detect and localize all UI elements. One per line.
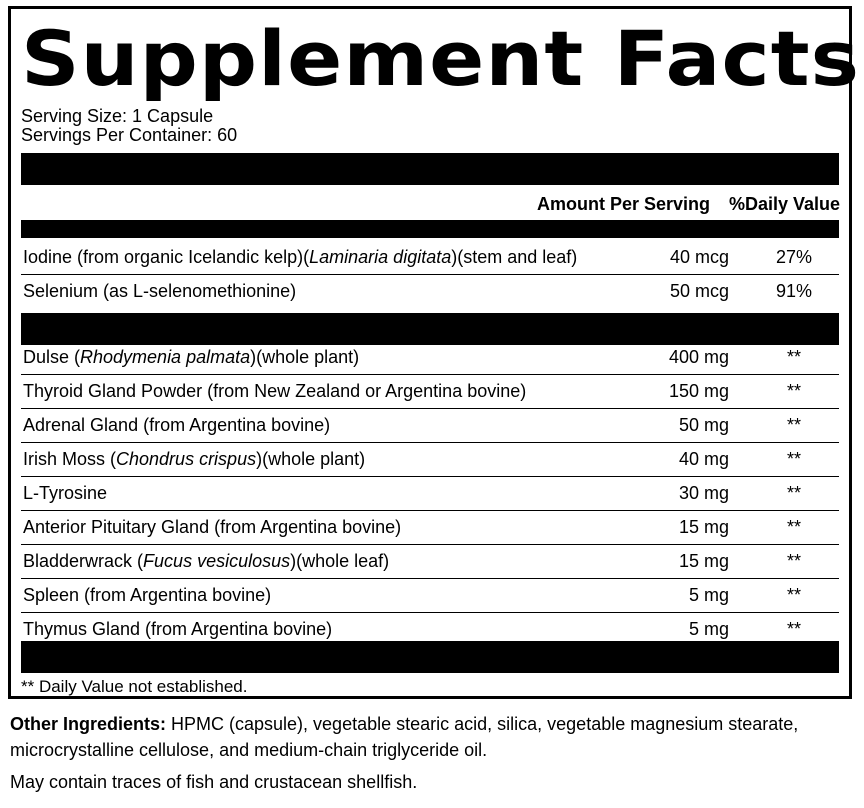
other-ingredients-label: Other Ingredients: [10,714,167,734]
ingredient-name [23,618,332,640]
amount-value: 30 mg [678,483,729,503]
servings-per-container: Servings Per Container: 60 [21,125,238,145]
daily-value-header: %Daily Value [729,194,841,214]
daily-value-footnote: ** Daily Value not established. [21,677,248,696]
thick-divider-bar [21,641,839,673]
ingredient-name [23,448,365,470]
ingredient-name-text: Selenium (as L-selenomethionine) [23,281,297,301]
ingredient-name-text: Iodine (from organic Icelandic kelp)( [23,247,310,267]
ingredient-name-text: Irish Moss ( [23,449,117,469]
amount-per-serving-header: Amount Per Serving [537,194,711,214]
table-row [21,443,839,477]
other-ingredients [10,711,854,763]
table-row [21,275,839,309]
amount-value: 15 mg [678,551,729,571]
daily-value: ** [786,585,801,605]
daily-value: ** [786,415,801,435]
ingredient-name-text: Adrenal Gland (from Argentina bovine) [23,415,331,435]
ingredient-name [23,516,401,538]
table-row [21,579,839,613]
table-row [21,477,839,511]
amount-value: 15 mg [678,517,729,537]
ingredient-name-text: Thyroid Gland Powder (from New Zealand or Argentina bovine) [23,381,527,401]
amount-value: 40 mcg [669,247,729,267]
daily-value: ** [786,483,801,503]
daily-value: ** [786,347,801,367]
allergen-statement: May contain traces of fish and crustacean shellfish. [10,772,418,792]
table-row [21,545,839,579]
table-row [21,375,839,409]
latin-name: Chondrus crispus [116,449,257,469]
supplement-facts-panel [8,6,861,699]
ingredient-name-text: Spleen (from Argentina bovine) [23,585,272,605]
ingredient-name [23,482,107,504]
amount-value: 50 mcg [669,281,729,301]
ingredient-name-text: L-Tyrosine [23,483,108,503]
ingredient-name-suffix: )(stem and leaf) [451,247,578,267]
serving-size: Serving Size: 1 Capsule [21,106,214,126]
latin-name: Laminaria digitata [309,247,452,267]
latin-name: Fucus vesiculosus [143,551,291,571]
amount-value: 50 mg [678,415,729,435]
amount-value: 150 mg [668,381,729,401]
ingredient-name [23,280,296,302]
ingredient-name [23,550,389,572]
table-row [21,511,839,545]
daily-value: ** [786,517,801,537]
ingredient-name [23,584,271,606]
ingredient-name-suffix: )(whole leaf) [290,551,390,571]
ingredient-name-text: Dulse ( [23,347,81,367]
ingredient-name [23,246,577,268]
daily-value: 91% [775,281,813,301]
medium-divider-bar [21,220,839,238]
daily-value: ** [786,381,801,401]
ingredient-name-text: Thymus Gland (from Argentina bovine) [23,619,333,639]
latin-name: Rhodymenia palmata [80,347,251,367]
ingredient-name [23,414,330,436]
table-row [21,409,839,443]
amount-value: 5 mg [688,619,729,639]
ingredient-name-text: Bladderwrack ( [23,551,144,571]
amount-value: 5 mg [688,585,729,605]
ingredient-name-text: Anterior Pituitary Gland (from Argentina bovine) [23,517,402,537]
thick-divider-bar [21,153,839,185]
ingredient-name-suffix: )(whole plant) [256,449,366,469]
daily-value: ** [786,551,801,571]
ingredient-name [23,346,359,368]
other-ingredients-text: HPMC (capsule), vegetable stearic acid, silica, vegetable magnesium stearate, microcrystalline cellulose, and medium-chain triglyceride oil. [10,714,799,760]
ingredient-name [23,380,526,402]
amount-value: 400 mg [668,347,729,367]
table-row [21,341,839,375]
table-row [21,241,839,275]
daily-value: ** [786,449,801,469]
ingredient-name-suffix: )(whole plant) [250,347,360,367]
panel-title: Supplement Facts [21,14,861,103]
daily-value: ** [786,619,801,639]
amount-value: 40 mg [678,449,729,469]
daily-value: 27% [775,247,813,267]
